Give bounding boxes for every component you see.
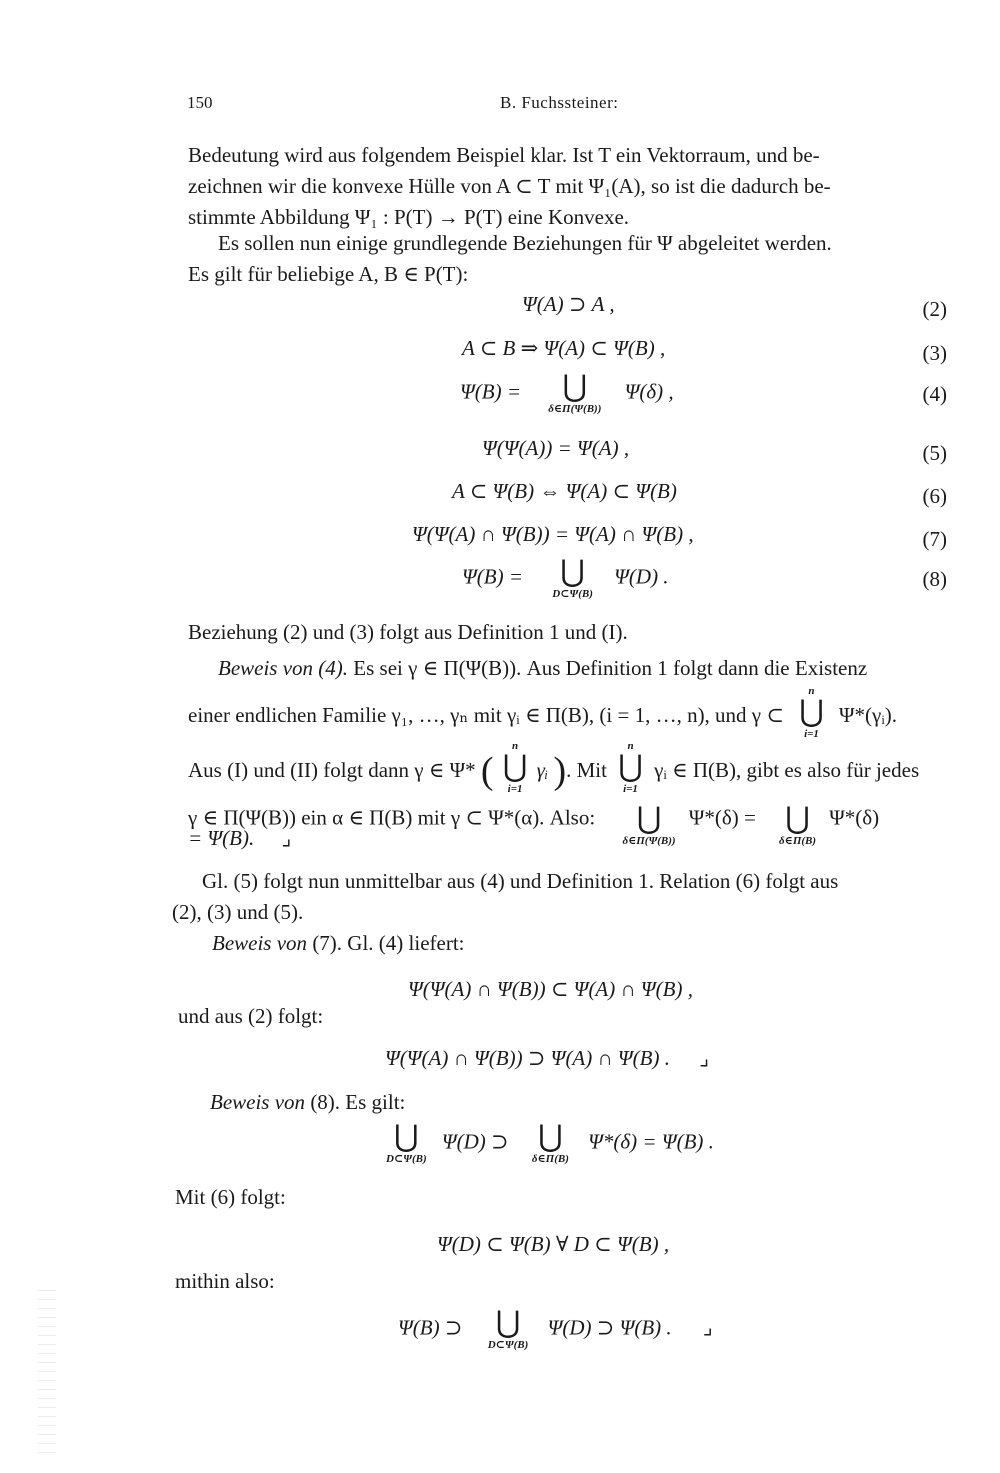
union-subscript: i=1 — [623, 783, 638, 795]
proof-7 — [182, 928, 939, 959]
proof-text: Ψ*(δ) — [829, 805, 880, 830]
paragraph-intro — [188, 140, 945, 233]
proof-8 — [180, 1087, 937, 1118]
text-line: Mit (6) folgt: — [175, 1185, 286, 1209]
text-line: (2), (3) und (5). — [172, 900, 304, 924]
union-subscript: D⊂Ψ(B) — [487, 1339, 529, 1351]
text-line: Gl. (5) folgt nun unmittelbar aus (4) und Definition 1. Relation (6) folgt aus — [202, 869, 839, 893]
equation-number: (7) — [922, 527, 947, 551]
text-mithin — [175, 1266, 932, 1297]
running-head: B. Fuchssteiner: — [500, 93, 619, 112]
equation-text: Ψ*(δ) = Ψ(B) . — [588, 1129, 714, 1154]
union-superscript: n — [511, 740, 519, 752]
proof-text: (7). Gl. (4) liefert: — [307, 931, 465, 955]
union-symbol: ⋃ — [394, 1120, 419, 1153]
proof-4-line-2 — [188, 685, 958, 744]
equation-number: (6) — [922, 484, 947, 508]
union-operator — [618, 741, 643, 795]
equation-2: Ψ(A) ⊃ A , — [522, 292, 615, 316]
qed-symbol: ⌟ — [281, 826, 292, 850]
equation-5: Ψ(Ψ(A)) = Ψ(A) , — [482, 436, 630, 460]
union-superscript: n — [627, 740, 634, 752]
equation-text: Ψ(D) ⊃ — [441, 1129, 509, 1154]
equation-lhs: Ψ(B) = — [460, 379, 522, 404]
union-operator — [799, 686, 824, 740]
text-mit-6 — [175, 1182, 932, 1213]
paragraph-follows — [188, 617, 945, 648]
text-line: mithin also: — [175, 1269, 275, 1293]
union-symbol: ⋃ — [502, 750, 528, 783]
proof-text: Ψ*(δ) = — [688, 805, 756, 830]
proof-4-line-5 — [188, 823, 945, 854]
proof-text: = Ψ(B). — [188, 826, 255, 850]
proof-text: . Mit — [566, 757, 607, 782]
union-symbol: ⋃ — [538, 1120, 563, 1153]
proof-label: Beweis von (4). — [218, 656, 349, 680]
proof-text: γ ∈ Π(Ψ(B)) ein α ∈ Π(B) mit γ ⊂ Ψ*(α). Also: — [188, 805, 596, 830]
union-symbol: ⋃ — [618, 750, 643, 783]
text-line: stimmte Abbildung Ψ₁ : P(T) → P(T) eine Konvexe. — [188, 205, 630, 229]
equation-proof7-2 — [385, 1046, 709, 1071]
proof-text: Aus (I) und (II) folgt dann γ ∈ Ψ* — [188, 757, 476, 782]
equation-8 — [462, 557, 669, 600]
left-paren: ( — [480, 749, 494, 792]
union-subscript: i=1 — [804, 728, 819, 740]
union-operator — [503, 741, 528, 795]
text-line: und aus (2) folgt: — [178, 1004, 324, 1028]
text-line — [180, 1087, 937, 1118]
text-line: zeichnen wir die konvexe Hülle von A ⊂ T mit Ψ₁(A), so ist die dadurch be- — [188, 174, 831, 198]
equation-6: A ⊂ Ψ(B) ⇔ Ψ(A) ⊂ Ψ(B) — [452, 479, 677, 503]
union-operator — [532, 1122, 569, 1165]
paragraph-gl5 — [172, 866, 942, 928]
union-symbol: ⋃ — [560, 555, 585, 588]
equation-7: Ψ(Ψ(A) ∩ Ψ(B)) = Ψ(A) ∩ Ψ(B) , — [412, 522, 694, 546]
union-subscript: δ∈Π(B) — [779, 835, 817, 847]
equation-number: (4) — [922, 382, 947, 406]
equation-number: (5) — [922, 441, 947, 465]
proof-text: γᵢ ∈ Π(B), gibt es also für jedes — [654, 757, 920, 782]
equation-rhs: Ψ(D) . — [614, 564, 669, 589]
union-subscript: D⊂Ψ(B) — [386, 1153, 427, 1165]
qed-symbol: ⌟ — [702, 1315, 713, 1340]
paragraph-relations — [188, 228, 945, 290]
equation-proof8-3 — [398, 1308, 713, 1351]
text-line — [182, 928, 939, 959]
equation-text: Ψ(D) ⊃ Ψ(B) . — [547, 1315, 672, 1340]
proof-text: Es sei γ ∈ Π(Ψ(B)). Aus Definition 1 folgt dann die Existenz — [348, 656, 868, 680]
text-line: Beziehung (2) und (3) folgt aus Definition 1 und (I). — [188, 620, 628, 644]
equation-3: A ⊂ B ⇒ Ψ(A) ⊂ Ψ(B) , — [462, 336, 666, 360]
scan-margin-specks — [38, 1290, 56, 1460]
equation-number: (3) — [922, 341, 947, 365]
union-operator — [386, 1122, 427, 1165]
proof-4 — [188, 653, 945, 684]
text-und-aus-2 — [178, 1001, 935, 1032]
proof-label: Beweis von — [212, 931, 308, 955]
union-symbol: ⋃ — [562, 370, 588, 403]
union-subscript: δ∈Π(Ψ(B)) — [622, 835, 676, 847]
equation-4 — [460, 372, 674, 415]
equation-proof8-2: Ψ(D) ⊂ Ψ(B) ∀ D ⊂ Ψ(B) , — [437, 1232, 670, 1256]
text-line: Es sollen nun einige grundlegende Beziehungen für Ψ abgeleitet werden. — [218, 231, 832, 255]
union-operator — [552, 557, 593, 600]
union-symbol: ⋃ — [636, 802, 662, 835]
equation-proof7-1: Ψ(Ψ(A) ∩ Ψ(B)) ⊂ Ψ(A) ∩ Ψ(B) , — [408, 977, 693, 1001]
equation-proof8-1 — [386, 1122, 714, 1165]
math-term: γᵢ — [536, 757, 549, 782]
page-number: 150 — [187, 93, 213, 112]
union-operator — [488, 1308, 529, 1351]
equation-text: Ψ(B) ⊃ — [398, 1315, 463, 1340]
union-subscript: D⊂Ψ(B) — [552, 588, 593, 600]
proof-text: (8). Es gilt: — [305, 1090, 406, 1114]
equation-text: Ψ(Ψ(A) ∩ Ψ(B)) ⊃ Ψ(A) ∩ Ψ(B) . — [385, 1046, 670, 1070]
union-symbol: ⋃ — [799, 695, 824, 728]
text-line: Es gilt für beliebige A, B ∈ P(T): — [188, 262, 469, 286]
equation-number: (8) — [922, 567, 947, 591]
union-symbol: ⋃ — [495, 1306, 521, 1339]
equation-lhs: Ψ(B) = — [462, 564, 524, 589]
equation-number: (2) — [922, 297, 947, 321]
union-symbol: ⋃ — [785, 802, 810, 835]
union-operator — [548, 372, 601, 415]
union-superscript: n — [808, 685, 815, 697]
text-line — [188, 653, 945, 684]
union-subscript: i=1 — [507, 783, 523, 795]
right-paren: ) — [553, 749, 567, 792]
qed-symbol: ⌟ — [699, 1046, 710, 1070]
text-line: Bedeutung wird aus folgendem Beispiel klar. Ist T ein Vektorraum, und be- — [188, 143, 820, 167]
union-subscript: δ∈Π(Ψ(B)) — [548, 403, 602, 415]
proof-4-line-3 — [188, 740, 958, 799]
equation-rhs: Ψ(δ) , — [624, 379, 674, 404]
proof-text: einer endlichen Familie γ₁, …, γₙ mit γᵢ ∈ Π(B), (i = 1, …, n), und γ ⊂ — [188, 702, 784, 727]
proof-label: Beweis von — [210, 1090, 306, 1114]
proof-text: Ψ*(γᵢ). — [839, 702, 897, 727]
union-subscript: δ∈Π(B) — [531, 1153, 569, 1165]
